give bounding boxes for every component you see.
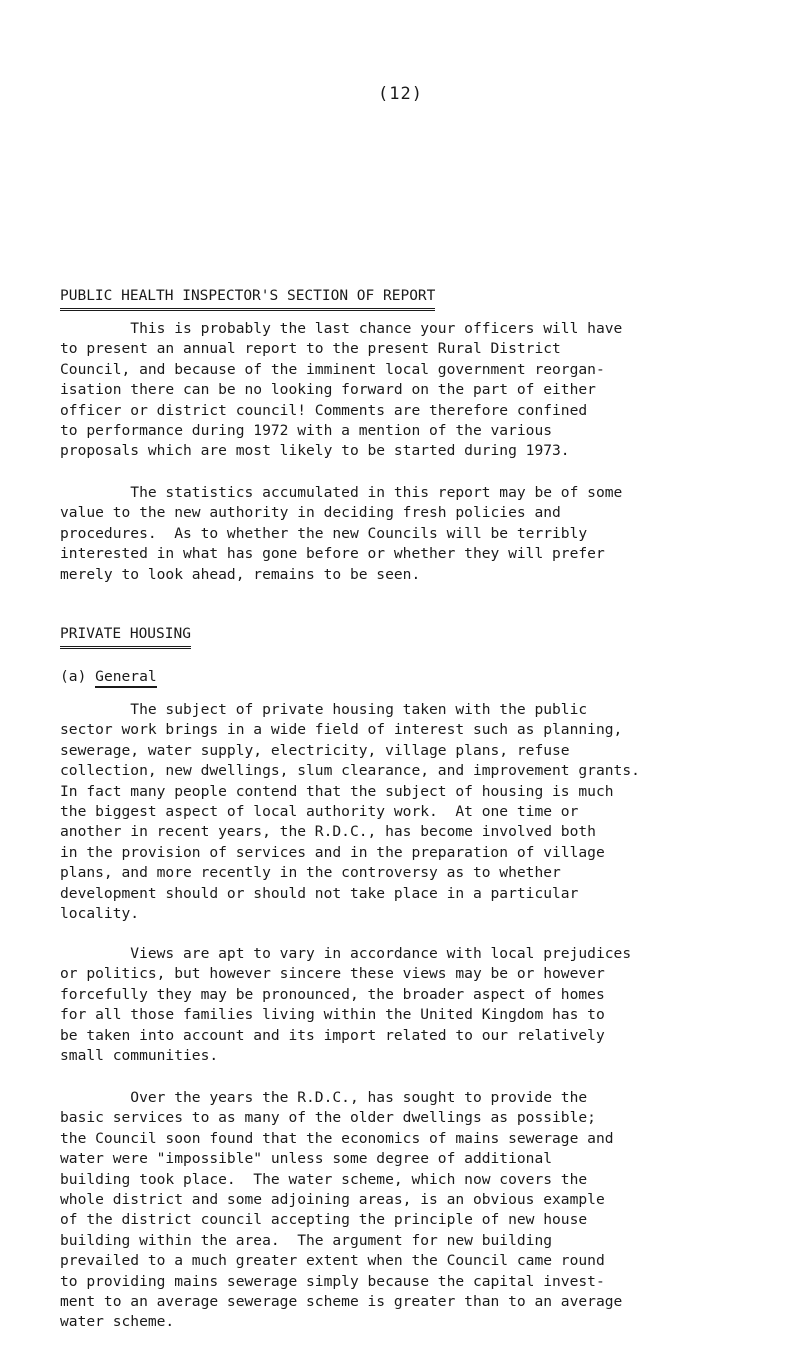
subsection-label: (a) <box>60 668 87 685</box>
intro-paragraph-1: This is probably the last chance your officers will have to present an annual report to the present Rural District Council, and because of the imminent local government reorgan- isation there can be no looking forward on the part of either officer or district council! Comments are therefore confined to performance during 1972 with a mention of the various proposals which are most likely to be started during 1973. <box>60 320 623 460</box>
housing-paragraph-3: Over the years the R.D.C., has sought to provide the basic services to as many of the older dwellings as possible; the Council soon found that the economics of mains sewerage and water were "impossible" unless some degree of additional building took place. The water scheme, which now covers the whole district and some adjoining areas, is an obvious example of the district council accepting the principle of new house building within the area. The argument for new building prevailed to a much greater extent when the Council came round to providing mains sewerage simply because the capital invest- ment to an average sewerage scheme is greater than to an average water scheme. <box>60 1089 623 1331</box>
private-housing-heading: PRIVATE HOUSING <box>60 625 191 649</box>
housing-paragraph-1: The subject of private housing taken with the public sector work brings in a wide field of interest such as planning, sewerage, water supply, electricity, village plans, refuse collection, new dwellings, slum clearance, and improvement grants. In fact many people contend that the subject of housing is much the biggest aspect of local authority work. At one time or another in recent years, the R.D.C., has become involved both in the provision of services and in the preparation of village plans, and more recently in the controversy as to whether development should or should not take place in a particular locality. <box>60 701 640 923</box>
subsection-title: General <box>95 668 157 688</box>
intro-paragraph-2: The statistics accumulated in this report may be of some value to the new authority in deciding fresh policies and procedures. As to whether the new Councils will be terribly interested in what has gone before or whether they will prefer merely to look ahead, remains to be seen. <box>60 484 623 583</box>
subsection-general <box>60 668 157 686</box>
section-title: PUBLIC HEALTH INSPECTOR'S SECTION OF REPORT <box>60 287 435 311</box>
page-number: (12) <box>378 84 423 104</box>
housing-paragraph-2: Views are apt to vary in accordance with local prejudices or politics, but however sincere these views may be or however forcefully they may be pronounced, the broader aspect of homes for all those families living within the United Kingdom has to be taken into account and its import related to our relatively small communities. <box>60 945 632 1065</box>
